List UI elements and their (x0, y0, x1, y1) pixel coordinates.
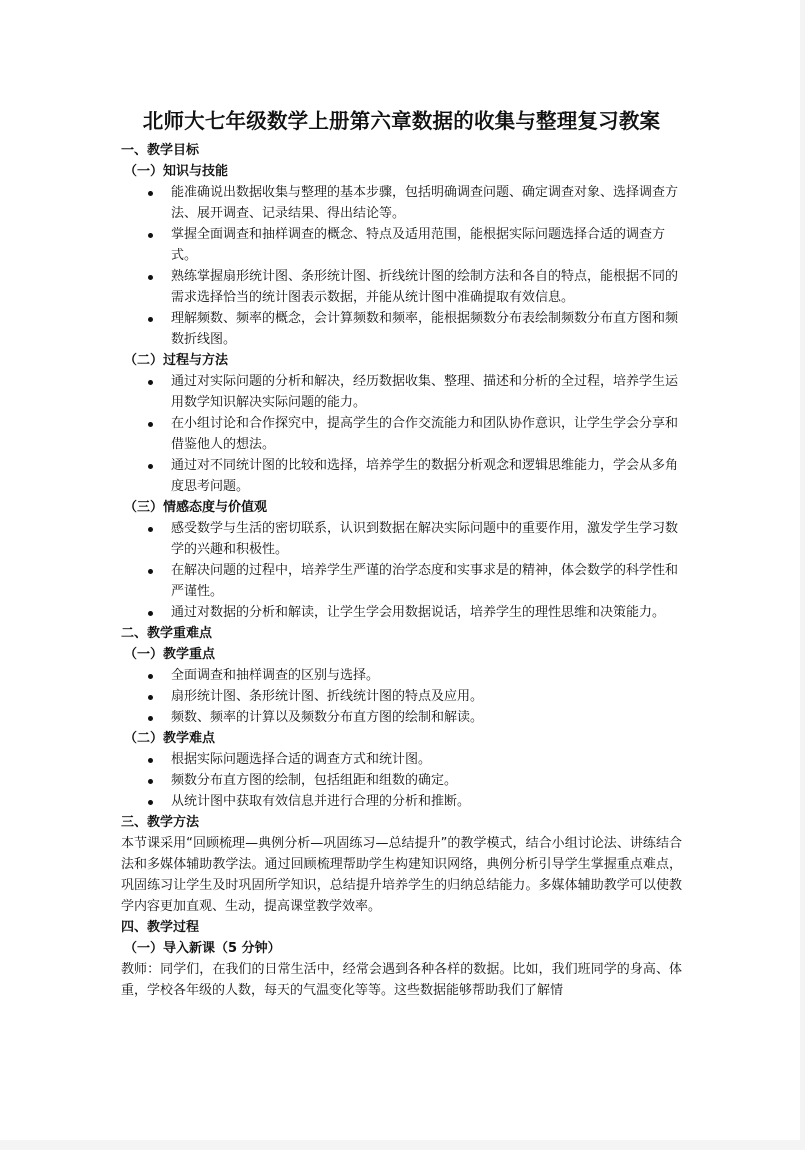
introduction-paragraph: 教师：同学们，在我们的日常生活中，经常会遇到各种各样的数据。比如，我们班同学的身高、体重，学校各年级的人数，每天的气温变化等等。这些数据能够帮助我们了解情 (121, 962, 682, 998)
list-item (171, 371, 682, 413)
teaching-methods-paragraph: 本节课采用“回顾梳理—典例分析—巩固练习—总结提升”的教学模式，结合小组讨论法、讲练结合法和多媒体辅助教学法。通过回顾梳理帮助学生构建知识网络，典例分析引导学生掌握重点难点，巩固练习让学生及时巩固所学知识，总结提升培养学生的归纳总结能力。多媒体辅助教学可以使教学内容更加直观、生动，提高课堂教学效率。 (121, 836, 682, 914)
bullet-icon (148, 695, 153, 700)
list-item-text: 理解频数、频率的概念，会计算频数和频率，能根据频数分布表绘制频数分布直方图和频数折线图。 (171, 311, 679, 347)
list-item (171, 749, 682, 770)
list-item-text: 在解决问题的过程中，培养学生严谨的治学态度和实事求是的精神，体会数学的科学性和严谨性。 (171, 563, 679, 599)
bullet-icon (148, 569, 153, 574)
section-key-difficult-points-heading: 二、教学重难点 (121, 626, 213, 641)
difficult-points-list (121, 749, 682, 812)
list-item-text: 感受数学与生活的密切联系，认识到数据在解决实际问题中的重要作用，激发学生学习数学的兴趣和积极性。 (171, 521, 679, 557)
list-item (171, 602, 682, 623)
list-item-text: 频数分布直方图的绘制，包括组距和组数的确定。 (171, 773, 458, 788)
knowledge-skills-list (121, 182, 682, 350)
section-teaching-objectives-heading: 一、教学目标 (121, 143, 200, 158)
subsection-difficult-points-heading: （二）教学难点 (124, 731, 216, 746)
list-item-text: 从统计图中获取有效信息并进行合理的分析和推断。 (171, 794, 471, 809)
bullet-icon (148, 233, 153, 238)
document-title: 北师大七年级数学上册第六章数据的收集与整理复习教案 (142, 109, 661, 133)
list-item (171, 413, 682, 455)
list-item-text: 掌握全面调查和抽样调查的概念、特点及适用范围，能根据实际问题选择合适的调查方式。 (171, 227, 666, 263)
bullet-icon (148, 758, 153, 763)
key-points-list (121, 665, 682, 728)
list-item (171, 665, 682, 686)
list-item-text: 能准确说出数据收集与整理的基本步骤，包括明确调查问题、确定调查对象、选择调查方法、展开调查、记录结果、得出结论等。 (171, 185, 679, 221)
bullet-icon (148, 800, 153, 805)
list-item (171, 266, 682, 308)
list-item-text: 全面调查和抽样调查的区别与选择。 (171, 668, 380, 683)
list-item (171, 182, 682, 224)
list-item (171, 707, 682, 728)
list-item-text: 频数、频率的计算以及频数分布直方图的绘制和解读。 (171, 710, 484, 725)
list-item (171, 224, 682, 266)
attitude-values-list (121, 518, 682, 623)
list-item (171, 455, 682, 497)
list-item-text: 熟练掌握扇形统计图、条形统计图、折线统计图的绘制方法和各自的特点，能根据不同的需求选择恰当的统计图表示数据，并能从统计图中准确提取有效信息。 (171, 269, 679, 305)
subsection-knowledge-skills-heading: （一）知识与技能 (124, 164, 229, 179)
bullet-icon (148, 191, 153, 196)
list-item-text: 通过对实际问题的分析和解决，经历数据收集、整理、描述和分析的全过程，培养学生运用数学知识解决实际问题的能力。 (171, 374, 679, 410)
bullet-icon (148, 527, 153, 532)
list-item-text: 通过对不同统计图的比较和选择，培养学生的数据分析观念和逻辑思维能力，学会从多角度思考问题。 (171, 458, 679, 494)
subsection-process-methods-heading: （二）过程与方法 (124, 353, 229, 368)
section-teaching-process-heading: 四、教学过程 (121, 920, 200, 935)
list-item (171, 308, 682, 350)
bullet-icon (148, 716, 153, 721)
bullet-icon (148, 674, 153, 679)
bullet-icon (148, 380, 153, 385)
subsection-attitude-values-heading: （三）情感态度与价值观 (124, 500, 268, 515)
bullet-icon (148, 422, 153, 427)
list-item-text: 在小组讨论和合作探究中，提高学生的合作交流能力和团队协作意识，让学生学会分享和借鉴他人的想法。 (171, 416, 679, 452)
bullet-icon (148, 779, 153, 784)
list-item (171, 770, 682, 791)
list-item-text: 根据实际问题选择合适的调查方式和统计图。 (171, 752, 432, 767)
section-teaching-methods-heading: 三、教学方法 (121, 815, 200, 830)
bullet-icon (148, 611, 153, 616)
list-item (171, 518, 682, 560)
list-item (171, 791, 682, 812)
list-item (171, 560, 682, 602)
list-item (171, 686, 682, 707)
list-item-text: 通过对数据的分析和解读，让学生学会用数据说话，培养学生的理性思维和决策能力。 (171, 605, 666, 620)
subsection-introduction-heading: （一）导入新课（5 分钟） (124, 941, 281, 956)
process-methods-list (121, 371, 682, 497)
bullet-icon (148, 317, 153, 322)
bullet-icon (148, 275, 153, 280)
list-item-text: 扇形统计图、条形统计图、折线统计图的特点及应用。 (171, 689, 484, 704)
bullet-icon (148, 464, 153, 469)
subsection-key-points-heading: （一）教学重点 (124, 647, 216, 662)
